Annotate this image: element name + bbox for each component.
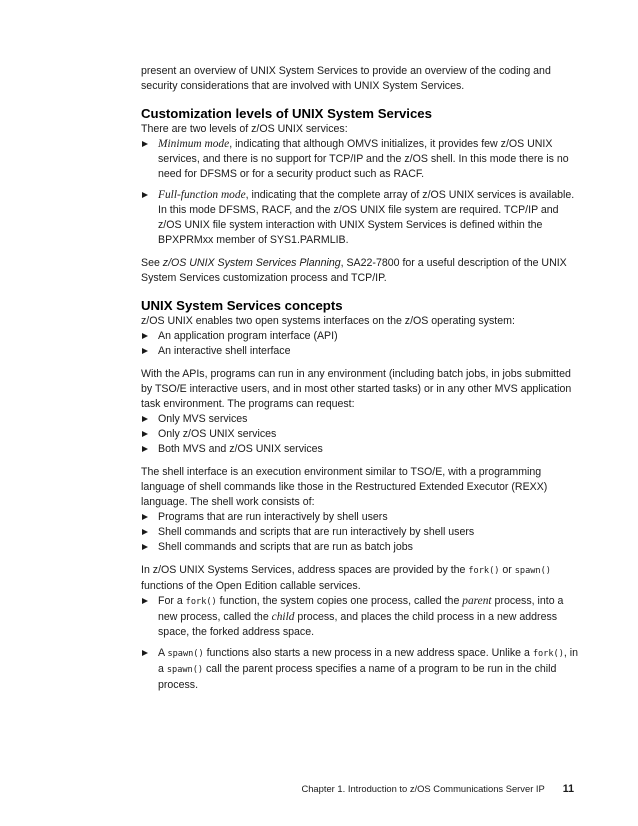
bullet-triangle-icon <box>142 529 148 535</box>
address-spaces-post: functions of the Open Edition callable services. <box>141 580 361 592</box>
list-item <box>141 594 581 640</box>
bullet-triangle-icon <box>142 544 148 550</box>
full-function-mode-text: , indicating that the complete array of z/OS UNIX services is available. In this mode DFSMS, RACF, and the z/OS UNIX file system are required. TCP/IP and z/OS UNIX file system interaction with UNIX System Services is defined within the BPXPRMxx member of SYS1.PARMLIB. <box>158 189 575 246</box>
list-item-text: An application program interface (API) <box>158 330 338 342</box>
see-post: , SA22-7800 for a useful description of the UNIX System Services customization process and TCP/IP. <box>141 257 567 284</box>
bullet-triangle-icon <box>142 514 148 520</box>
intro-line-1: present an overview of UNIX System Services to provide an overview of the coding and <box>141 65 551 77</box>
shell-paragraph: The shell interface is an execution environment similar to TSO/E, with a programming language of shell commands like those in the Restructured Extended Executor (REXX) language. The shell work consists of: <box>141 466 548 508</box>
intro-paragraph <box>141 64 581 94</box>
list-item <box>141 442 581 457</box>
see-reference-paragraph <box>141 256 581 286</box>
shell-work-list <box>141 510 581 555</box>
reference-title: z/OS UNIX System Services Planning <box>162 257 341 269</box>
list-item-text: Only MVS services <box>158 413 248 425</box>
bullet-triangle-icon <box>142 192 148 198</box>
list-item <box>141 412 581 427</box>
page-number: 11 <box>562 783 574 795</box>
page-footer <box>200 782 574 796</box>
list-item <box>141 510 581 525</box>
fork-code: fork() <box>532 649 564 659</box>
bullet-triangle-icon <box>142 416 148 422</box>
customization-lead: There are two levels of z/OS UNIX services: <box>141 123 348 135</box>
bullet-triangle-icon <box>142 446 148 452</box>
interfaces-list <box>141 329 581 359</box>
page-body <box>141 64 581 693</box>
spawn-code: spawn() <box>167 649 204 659</box>
list-item-text: Programs that are run interactively by shell users <box>158 511 388 523</box>
fork-item-post: process, and places the child process in a new address space, the forked address space. <box>158 611 558 638</box>
list-item-text: Both MVS and z/OS UNIX services <box>158 443 323 455</box>
list-item <box>141 540 581 555</box>
list-item <box>141 329 581 344</box>
spawn-item-pre: A <box>158 647 168 659</box>
list-item <box>141 525 581 540</box>
spawn-item-post: call the parent process specifies a name of a program to be run in the child process. <box>158 663 557 691</box>
address-spaces-mid: or <box>499 564 515 576</box>
bullet-triangle-icon <box>142 141 148 147</box>
see-pre: See <box>141 257 163 269</box>
bullet-triangle-icon <box>142 348 148 354</box>
requests-list <box>141 412 581 457</box>
child-term: child <box>271 611 295 623</box>
list-item <box>141 188 581 248</box>
apis-paragraph: With the APIs, programs can run in any environment (including batch jobs, in jobs submitted by TSO/E interactive users, and in most other started tasks) or in any other MVS application task environment. The programs can request: <box>141 368 572 410</box>
list-item-text: Shell commands and scripts that are run as batch jobs <box>158 541 413 553</box>
minimum-mode-text: , indicating that although OMVS initializes, it provides few z/OS UNIX services, and there is no support for TCP/IP and the z/OS shell. In this mode there is no need for DFSMS or for a security product such as RACF. <box>158 138 569 180</box>
list-item <box>141 344 581 359</box>
list-item <box>141 427 581 442</box>
spawn-item-mid1: functions also starts a new process in a new address space. Unlike a <box>203 647 533 659</box>
fork-code: fork() <box>468 566 500 576</box>
address-spaces-pre: In z/OS UNIX Systems Services, address spaces are provided by the <box>141 564 469 576</box>
list-item <box>141 646 581 693</box>
spawn-item-mid2: , in a <box>158 647 579 675</box>
fork-item-mid1: function, the system copies one process, called the <box>216 595 463 607</box>
bullet-triangle-icon <box>142 598 148 604</box>
minimum-mode-term: Minimum mode <box>158 138 230 150</box>
concepts-lead: z/OS UNIX enables two open systems interfaces on the z/OS operating system: <box>141 315 515 327</box>
footer-chapter-title: Chapter 1. Introduction to z/OS Communications Server IP <box>301 783 545 794</box>
full-function-mode-term: Full-function mode <box>158 189 246 201</box>
parent-term: parent <box>462 595 492 607</box>
process-functions-list <box>141 594 581 693</box>
list-item-text: Only z/OS UNIX services <box>158 428 277 440</box>
spawn-code: spawn() <box>166 665 204 675</box>
bullet-triangle-icon <box>142 650 148 656</box>
address-spaces-paragraph <box>141 563 581 594</box>
fork-item-pre: For a <box>158 595 186 607</box>
intro-line-2: security considerations that are involved with UNIX System Services. <box>141 80 465 92</box>
spawn-code: spawn() <box>514 566 551 576</box>
customization-levels-list <box>141 137 581 248</box>
list-item <box>141 137 581 182</box>
fork-item-mid2: process, into a new process, called the <box>158 595 564 623</box>
list-item-text: An interactive shell interface <box>158 345 291 357</box>
bullet-triangle-icon <box>142 431 148 437</box>
list-item-text: Shell commands and scripts that are run interactively by shell users <box>158 526 475 538</box>
bullet-triangle-icon <box>142 333 148 339</box>
customization-heading: Customization levels of UNIX System Services <box>141 106 432 121</box>
fork-code: fork() <box>185 597 217 607</box>
concepts-heading: UNIX System Services concepts <box>141 298 343 313</box>
